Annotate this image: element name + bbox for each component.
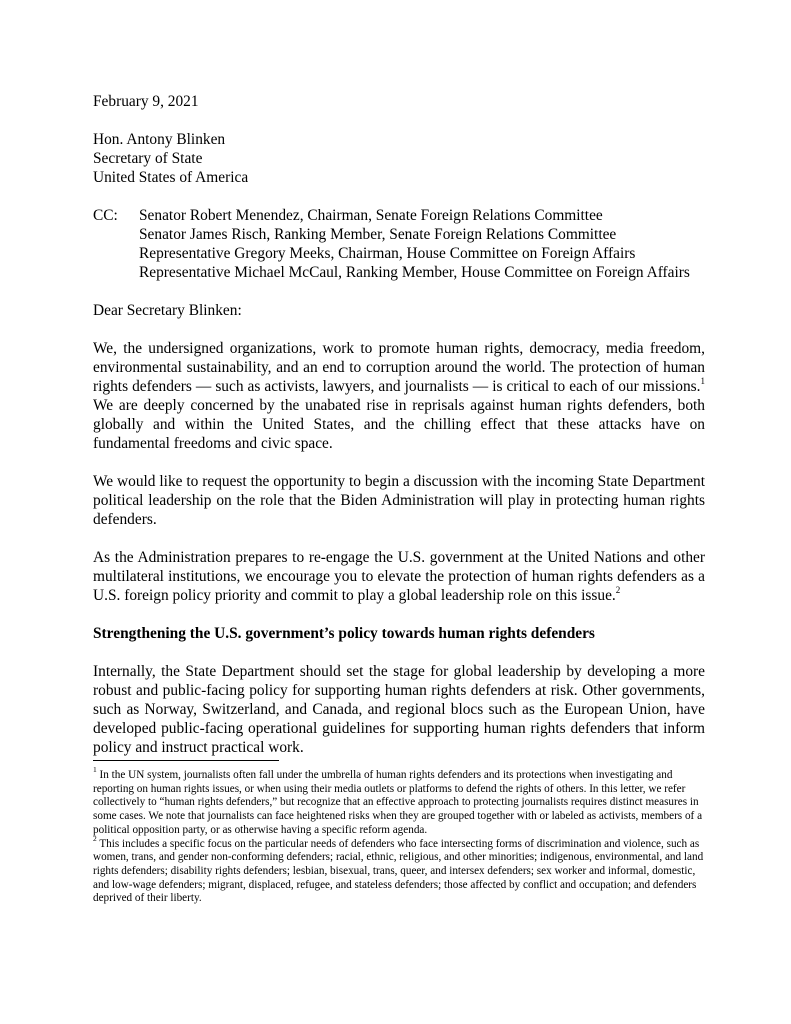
footnote-ref-1: 1 [700,375,705,386]
section-heading: Strengthening the U.S. government’s policy towards human rights defenders [93,625,595,642]
cc-line: Representative Gregory Meeks, Chairman, House Committee on Foreign Affairs [139,245,636,262]
footnote-divider [93,760,279,761]
cc-list [139,206,690,282]
footnote-2-text: This includes a specific focus on the particular needs of defenders who face intersecting forms of discrimination and violence, such as women, trans, and gender non-conforming defenders; racial, ethnic, religious, and other minorities; indigenous, environmental, and land rights defenders; disability rights defenders; lesbian, bisexual, trans, queer, and intersex defenders; sex worker and informal, domestic, and low-wage defenders; migrant, displaced, refugee, and stateless defenders; those affected by conflict and occupation; and defenders deprived of their liberty. [93,837,704,905]
paragraph-1-text-cont: We are deeply concerned by the unabated rise in reprisals against human rights defenders, both globally and within the United States, and the chilling effect that these attacks have on fundamental freedoms and civic space. [93,397,705,452]
footnotes [93,760,705,906]
paragraph-2: We would like to request the opportunity to begin a discussion with the incoming State Department political leadership on the role that the Biden Administration will play in protecting human rights defenders. [93,473,705,528]
recipient-title: Secretary of State [93,150,203,167]
letter-date: February 9, 2021 [93,93,199,110]
footnote-1-number: 1 [93,765,97,775]
recipient-name: Hon. Antony Blinken [93,131,226,148]
paragraph-3 [93,548,705,605]
footnote-ref-2: 2 [615,584,621,595]
recipient-address [93,130,705,187]
paragraph-3-text: As the Administration prepares to re-engage the U.S. government at the United Nations and other multilateral institutions, we encourage you to elevate the protection of human rights defenders as a U.S. foreign policy priority and commit to play a global leadership role on this issue. [93,549,705,604]
footnote-1 [93,765,705,838]
letter-body [93,92,705,757]
footnote-2 [93,833,705,907]
recipient-org: United States of America [93,169,249,186]
footnote-1-text: In the UN system, journalists often fall under the umbrella of human rights defenders and its protections when investigating and reporting on human rights issues, or when using their media outlets or platforms to defend the rights of others. In this letter, we refer collectively to “human rights defenders,” but recognize that an effective approach to protecting journalists requires distinct measures in some cases. We note that journalists can face heightened risks when they are grouped together with or labeled as activists, members of a political opposition party, or as otherwise having a specific reform agenda. [93,769,703,836]
cc-block [93,206,705,282]
paragraph-1 [93,339,705,453]
salutation: Dear Secretary Blinken: [93,302,242,319]
paragraph-4: Internally, the State Department should set the stage for global leadership by developing a more robust and public-facing policy for supporting human rights defenders at risk. Other governments, such as Norway, Switzerland, and Canada, and regional blocs such as the European Union, have developed public-facing operational guidelines for supporting human rights defenders that inform policy and instruct practical work. [93,663,705,756]
cc-label: CC: [93,207,118,224]
cc-line: Senator James Risch, Ranking Member, Senate Foreign Relations Committee [139,226,617,243]
cc-line: Senator Robert Menendez, Chairman, Senate Foreign Relations Committee [139,207,603,224]
cc-line: Representative Michael McCaul, Ranking Member, House Committee on Foreign Affairs [139,264,690,281]
paragraph-1-text: We, the undersigned organizations, work to promote human rights, democracy, media freedom, environmental sustainability, and an end to corruption around the world. The protection of human rights defenders — such as activists, lawyers, and journalists — is critical to each of our missions. [93,340,705,395]
footnote-2-number: 2 [93,833,97,843]
